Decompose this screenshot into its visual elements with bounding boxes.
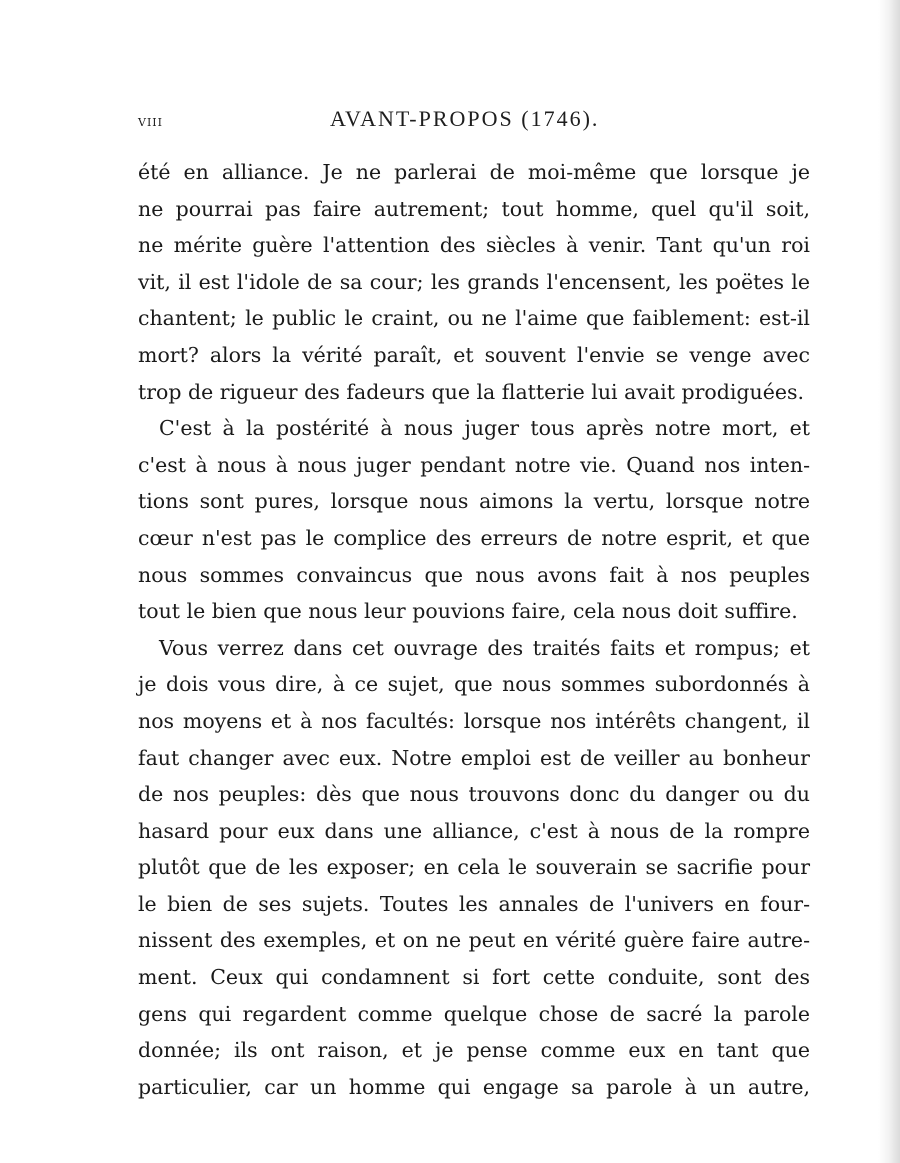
text-line: tions sont pures, lorsque nous aimons la vertu, lorsque notre: [138, 489, 810, 514]
text-line: gens qui regardent comme quelque chose de sacré la parole: [138, 1001, 810, 1026]
text-line: nos moyens et à nos facultés: lorsque nos intérêts changent, il: [138, 708, 810, 733]
text-line: ment. Ceux qui condamnent si fort cette conduite, sont des: [138, 965, 810, 990]
text-line: hasard pour eux dans une alliance, c'est à nous de la rompre: [138, 818, 810, 843]
text-line: trop de rigueur des fadeurs que la flatterie lui avait prodiguées.: [138, 379, 805, 404]
text-line: nissent des exemples, et on ne peut en vérité guère faire autre-: [138, 928, 810, 953]
text-line: cœur n'est pas le complice des erreurs de notre esprit, et que: [138, 525, 810, 550]
text-line: faut changer avec eux. Notre emploi est de veiller au bonheur: [138, 745, 810, 770]
text-line: plutôt que de les exposer; en cela le souverain se sacrifie pour: [138, 855, 810, 880]
page-number: viii: [138, 112, 163, 130]
text-line: particulier, car un homme qui engage sa parole à un autre,: [138, 1074, 810, 1099]
text-line: été en alliance. Je ne parlerai de moi-même que lorsque je: [138, 160, 810, 184]
text-line: de nos peuples: dès que nous trouvons donc du danger ou du: [138, 782, 810, 807]
text-line: ne pourrai pas faire autrement; tout homme, quel qu'il soit,: [138, 196, 810, 221]
text-line: mort? alors la vérité paraît, et souvent l'envie se venge avec: [138, 342, 810, 367]
text-line: ne mérite guère l'attention des siècles à venir. Tant qu'un roi: [138, 233, 810, 258]
text-line: je dois vous dire, à ce sujet, que nous sommes subordonnés à: [138, 672, 810, 697]
running-title: AVANT-PROPOS (1746).: [330, 106, 600, 131]
text-line: nous sommes convaincus que nous avons fait à nos peuples: [138, 562, 810, 587]
text-line: vit, il est l'idole de sa cour; les grands l'encensent, les poëtes le: [138, 269, 810, 294]
text-line: chantent; le public le craint, ou ne l'aime que faiblement: est-il: [138, 306, 810, 331]
running-head: [138, 106, 810, 136]
text-line: C'est à la postérité à nous juger tous après notre mort, et: [159, 416, 810, 441]
text-line: donnée; ils ont raison, et je pense comme eux en tant que: [138, 1038, 810, 1063]
text-line: tout le bien que nous leur pouvions faire, cela nous doit suffire.: [138, 599, 798, 624]
text-line: Vous verrez dans cet ouvrage des traités faits et rompus; et: [159, 635, 810, 660]
text-line: c'est à nous à nous juger pendant notre vie. Quand nos inten-: [138, 452, 810, 477]
page-edge-shadow: [878, 0, 900, 1163]
body-text: [138, 154, 810, 1105]
text-line: le bien de ses sujets. Toutes les annales de l'univers en four-: [138, 891, 810, 916]
